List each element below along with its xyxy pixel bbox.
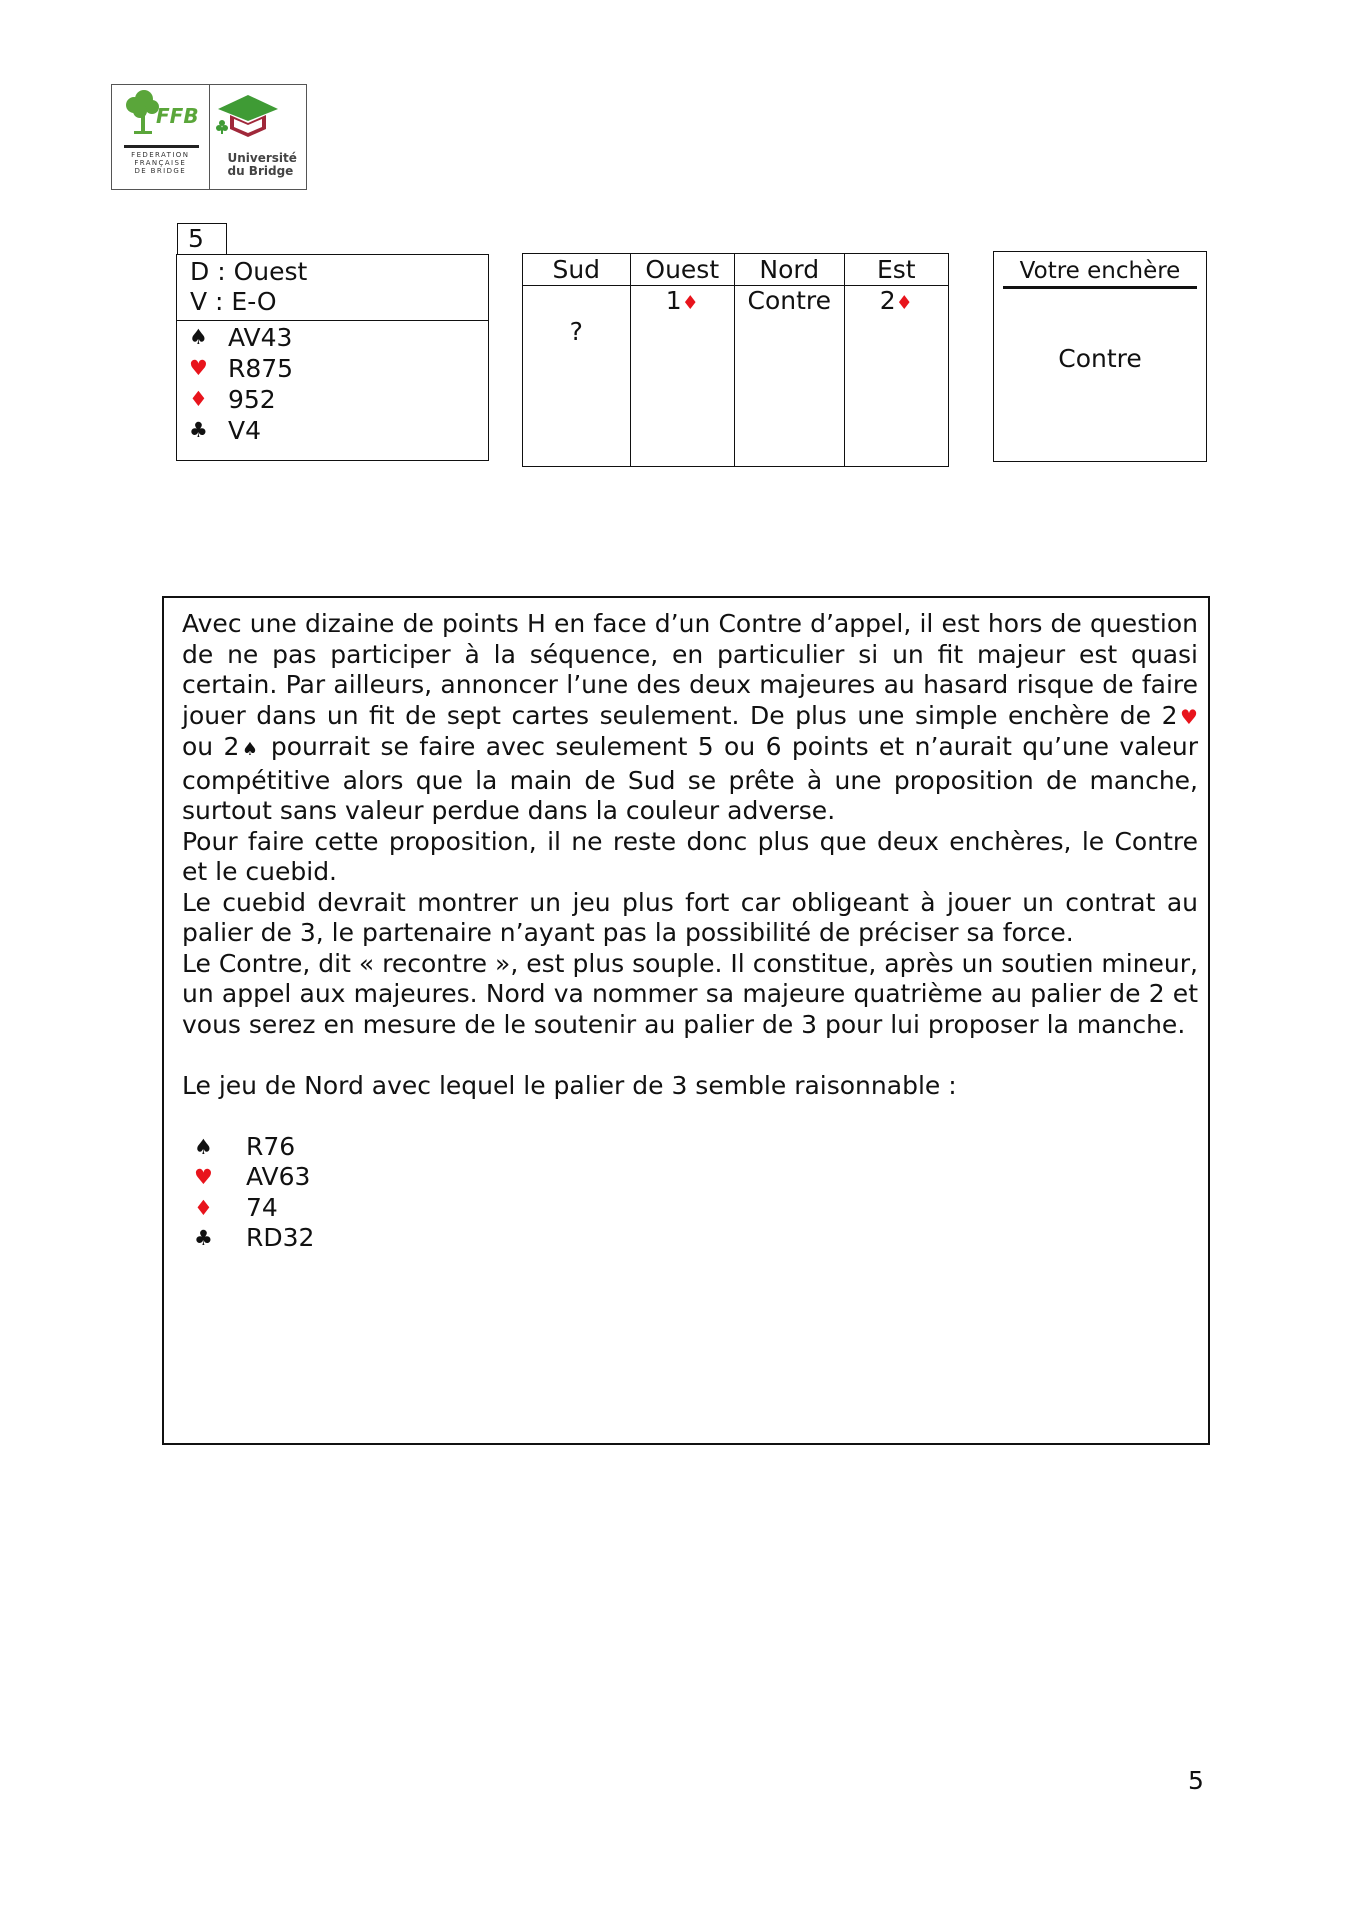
cards: V4 <box>228 416 262 445</box>
spade-icon: ♠ <box>189 325 208 349</box>
bid-header-sud: Sud <box>523 254 630 286</box>
hand-row <box>177 353 488 384</box>
mortarboard-icon <box>210 85 306 147</box>
cards: AV63 <box>246 1162 311 1191</box>
page-number: 5 <box>1188 1766 1204 1795</box>
bid-header-nord: Nord <box>735 254 843 286</box>
explanation-paragraph-4: Le Contre, dit « recontre », est plus souple. Il constitue, après un soutien mineur, un appel aux majeures. Nord va nommer sa majeure quatrième au palier de 2 et vous serez en mesure de le soutenir au palier de 3 pour lui proposer la manche. <box>182 948 1198 1039</box>
votre-enchere-value: Contre <box>1058 344 1142 373</box>
deal-header <box>177 255 488 321</box>
club-icon: ♣ <box>189 418 208 442</box>
tree-icon <box>112 85 208 145</box>
cards: RD32 <box>246 1223 315 1252</box>
bid-column-nord <box>735 254 844 466</box>
hand-row <box>182 1132 1198 1163</box>
logo <box>111 84 307 190</box>
bid-ouest: 1♦ <box>665 286 699 315</box>
diamond-icon: ♦ <box>194 1195 213 1220</box>
vulnerability: V : E-O <box>190 287 277 316</box>
votre-enchere-title: Votre enchère <box>1019 258 1181 284</box>
spade-icon: ♠ <box>239 739 261 760</box>
bid-column-ouest <box>631 254 736 466</box>
hand-row <box>177 384 488 415</box>
bid-sud: ? <box>569 317 583 346</box>
cards: 952 <box>228 385 276 414</box>
deal-number: 5 <box>177 223 227 255</box>
hand-row <box>177 415 488 446</box>
bid-nord: Contre <box>747 286 832 315</box>
explanation-box <box>162 596 1210 1445</box>
cards: R76 <box>246 1131 296 1161</box>
spade-icon: ♠ <box>194 1134 213 1159</box>
diamond-icon: ♦ <box>189 387 208 411</box>
bid-header-est: Est <box>845 254 949 286</box>
explanation-paragraph-5: Le jeu de Nord avec lequel le palier de 3 semble raisonnable : <box>182 1071 957 1100</box>
cards: AV43 <box>228 323 293 352</box>
heart-icon: ♥ <box>189 356 208 380</box>
deal-box <box>176 254 489 461</box>
club-icon: ♣ <box>194 1226 213 1250</box>
votre-enchere-box <box>993 251 1207 462</box>
hand-row <box>182 1193 1198 1224</box>
dealer: D : Ouest <box>190 257 308 286</box>
cards: 74 <box>246 1192 278 1222</box>
explanation-paragraph-2: Pour faire cette proposition, il ne reste donc plus que deux enchères, le Contre et le cuebid. <box>182 826 1198 886</box>
hand-row <box>182 1223 1198 1254</box>
bid-column-est <box>845 254 949 466</box>
bidding-table <box>522 253 949 467</box>
federation-text: FEDERATION FRANÇAISE DE BRIDGE <box>131 151 190 175</box>
heart-icon: ♥ <box>1177 704 1198 729</box>
bid-header-ouest: Ouest <box>631 254 735 286</box>
north-hand <box>182 1132 1198 1254</box>
explanation-paragraph-1: Avec une dizaine de points H en face d’un Contre d’appel, il est hors de question de ne pas participer à la séquence, en particulier si un fit majeur est quasi certain. Par ailleurs, annoncer l’une des deux majeures au hasard risque de faire jouer dans un fit de sept cartes seulement. De plus une simple enchère de 2♥ ou 2♠ pourrait se faire avec seulement 5 ou 6 points et n’aurait qu’une valeur compétitive alors que la main de Sud se prête à une proposition de manche, surtout sans valeur perdue dans la couleur adverse. <box>182 609 1198 825</box>
bid-est: 2♦ <box>879 286 913 315</box>
bid-column-sud <box>523 254 631 466</box>
diamond-icon: ♦ <box>681 292 699 314</box>
south-hand <box>177 321 488 446</box>
heart-icon: ♥ <box>194 1165 213 1189</box>
diamond-icon: ♦ <box>895 292 913 314</box>
svg-text:FFB: FFB <box>156 104 199 128</box>
universite-text: Université du Bridge <box>227 151 297 178</box>
cards: R875 <box>228 354 294 383</box>
ffb-logo <box>112 85 209 189</box>
universite-logo <box>209 85 307 189</box>
title-underline <box>1003 286 1197 289</box>
hand-row <box>177 322 488 353</box>
logo-bar <box>124 145 199 148</box>
explanation-paragraph-3: Le cuebid devrait montrer un jeu plus fort car obligeant à jouer un contrat au palier de 3, le partenaire n’ayant pas la possibilité de préciser sa force. <box>182 887 1198 947</box>
hand-row <box>182 1162 1198 1193</box>
